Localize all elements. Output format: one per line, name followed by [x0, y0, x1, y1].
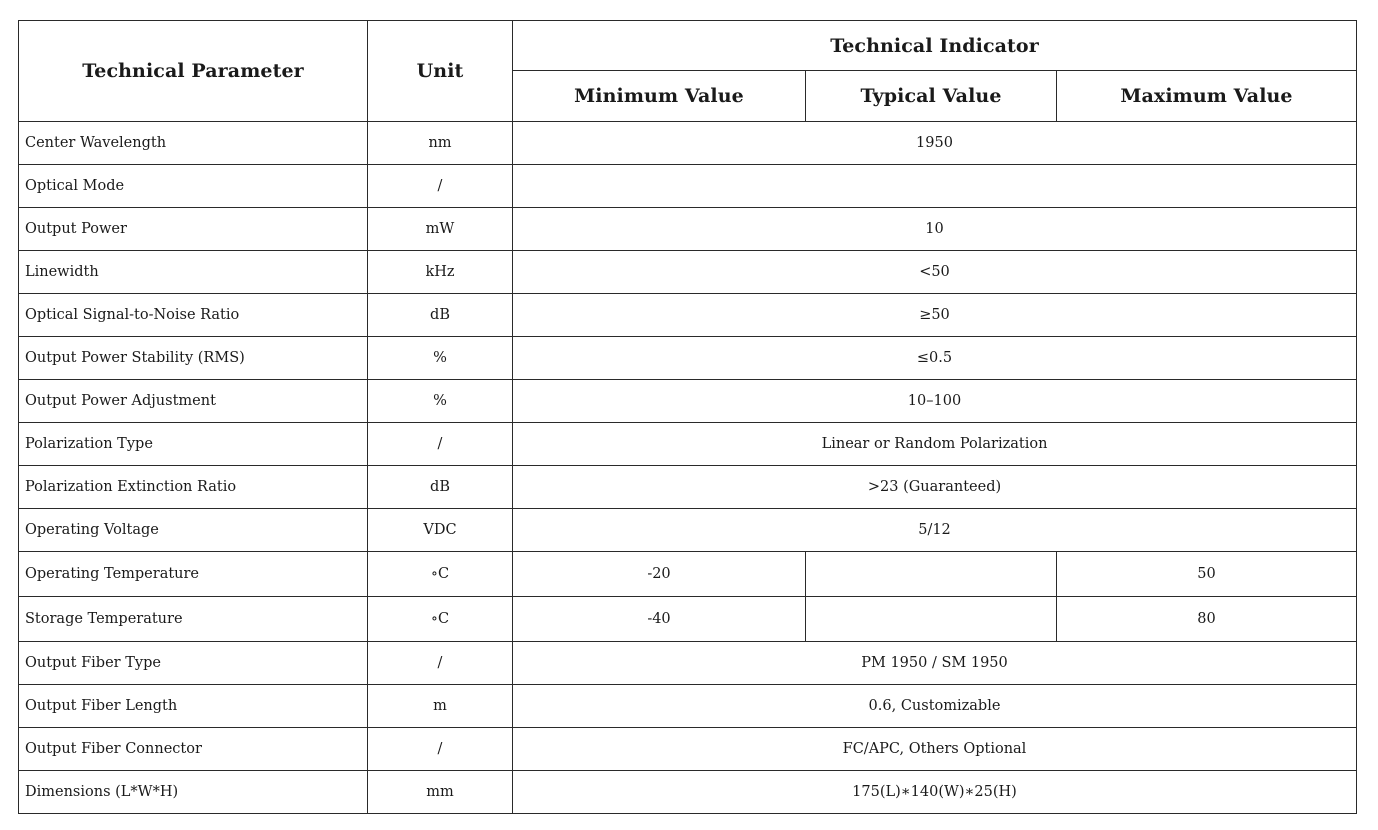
parameter-cell: Output Power Stability (RMS): [19, 337, 368, 380]
unit-cell: mm: [368, 771, 513, 814]
parameter-cell: Optical Signal-to-Noise Ratio: [19, 294, 368, 337]
parameter-cell: Polarization Type: [19, 423, 368, 466]
table-row: [19, 251, 1357, 294]
header-maximum-value: Maximum Value: [1057, 71, 1357, 122]
parameter-cell: Output Fiber Type: [19, 642, 368, 685]
unit-cell: kHz: [368, 251, 513, 294]
parameter-cell: Output Fiber Connector: [19, 728, 368, 771]
table-row: [19, 337, 1357, 380]
value-cell: FC/APC, Others Optional: [513, 728, 1357, 771]
unit-cell: dB: [368, 466, 513, 509]
parameter-cell: Output Fiber Length: [19, 685, 368, 728]
header-row-1: [19, 21, 1357, 71]
unit-cell: VDC: [368, 509, 513, 552]
unit-cell: %: [368, 337, 513, 380]
table-row: [19, 423, 1357, 466]
parameter-cell: Output Power Adjustment: [19, 380, 368, 423]
unit-cell: ∘C: [368, 552, 513, 597]
parameter-cell: Polarization Extinction Ratio: [19, 466, 368, 509]
value-cell: PM 1950 / SM 1950: [513, 642, 1357, 685]
unit-cell: dB: [368, 294, 513, 337]
parameter-cell: Optical Mode: [19, 165, 368, 208]
parameter-cell: Operating Temperature: [19, 552, 368, 597]
unit-cell: /: [368, 642, 513, 685]
header-unit: Unit: [368, 21, 513, 122]
parameter-cell: Center Wavelength: [19, 122, 368, 165]
value-cell: <50: [513, 251, 1357, 294]
spec-table-container: [18, 20, 1357, 814]
unit-cell: ∘C: [368, 597, 513, 642]
value-cell: ≤0.5: [513, 337, 1357, 380]
parameter-cell: Storage Temperature: [19, 597, 368, 642]
parameter-cell: Operating Voltage: [19, 509, 368, 552]
value-cell: Linear or Random Polarization: [513, 423, 1357, 466]
unit-cell: /: [368, 728, 513, 771]
table-row: [19, 466, 1357, 509]
minimum-value-cell: -20: [513, 552, 806, 597]
table-header: [19, 21, 1357, 122]
table-row: [19, 597, 1357, 642]
table-row: [19, 509, 1357, 552]
value-cell: 0.6, Customizable: [513, 685, 1357, 728]
unit-cell: %: [368, 380, 513, 423]
table-row: [19, 165, 1357, 208]
value-cell: 10: [513, 208, 1357, 251]
unit-cell: mW: [368, 208, 513, 251]
minimum-value-cell: -40: [513, 597, 806, 642]
value-cell: 10–100: [513, 380, 1357, 423]
table-row: [19, 642, 1357, 685]
parameter-cell: Output Power: [19, 208, 368, 251]
header-typical-value: Typical Value: [806, 71, 1057, 122]
table-row: [19, 771, 1357, 814]
unit-cell: /: [368, 423, 513, 466]
table-row: [19, 380, 1357, 423]
unit-cell: /: [368, 165, 513, 208]
parameter-cell: Dimensions (L*W*H): [19, 771, 368, 814]
maximum-value-cell: 80: [1057, 597, 1357, 642]
typical-value-cell: [806, 597, 1057, 642]
unit-cell: nm: [368, 122, 513, 165]
value-cell: ≥50: [513, 294, 1357, 337]
table-row: [19, 685, 1357, 728]
table-row: [19, 122, 1357, 165]
table-body: [19, 122, 1357, 814]
value-cell: 5/12: [513, 509, 1357, 552]
table-row: [19, 728, 1357, 771]
typical-value-cell: [806, 552, 1057, 597]
value-cell: 1950: [513, 122, 1357, 165]
maximum-value-cell: 50: [1057, 552, 1357, 597]
unit-cell: m: [368, 685, 513, 728]
table-row: [19, 294, 1357, 337]
header-minimum-value: Minimum Value: [513, 71, 806, 122]
header-technical-parameter: Technical Parameter: [19, 21, 368, 122]
value-cell: >23 (Guaranteed): [513, 466, 1357, 509]
technical-specifications-table: [18, 20, 1357, 814]
table-row: [19, 208, 1357, 251]
header-technical-indicator: Technical Indicator: [513, 21, 1357, 71]
value-cell: 175(L)∗140(W)∗25(H): [513, 771, 1357, 814]
table-row: [19, 552, 1357, 597]
parameter-cell: Linewidth: [19, 251, 368, 294]
value-cell: [513, 165, 1357, 208]
